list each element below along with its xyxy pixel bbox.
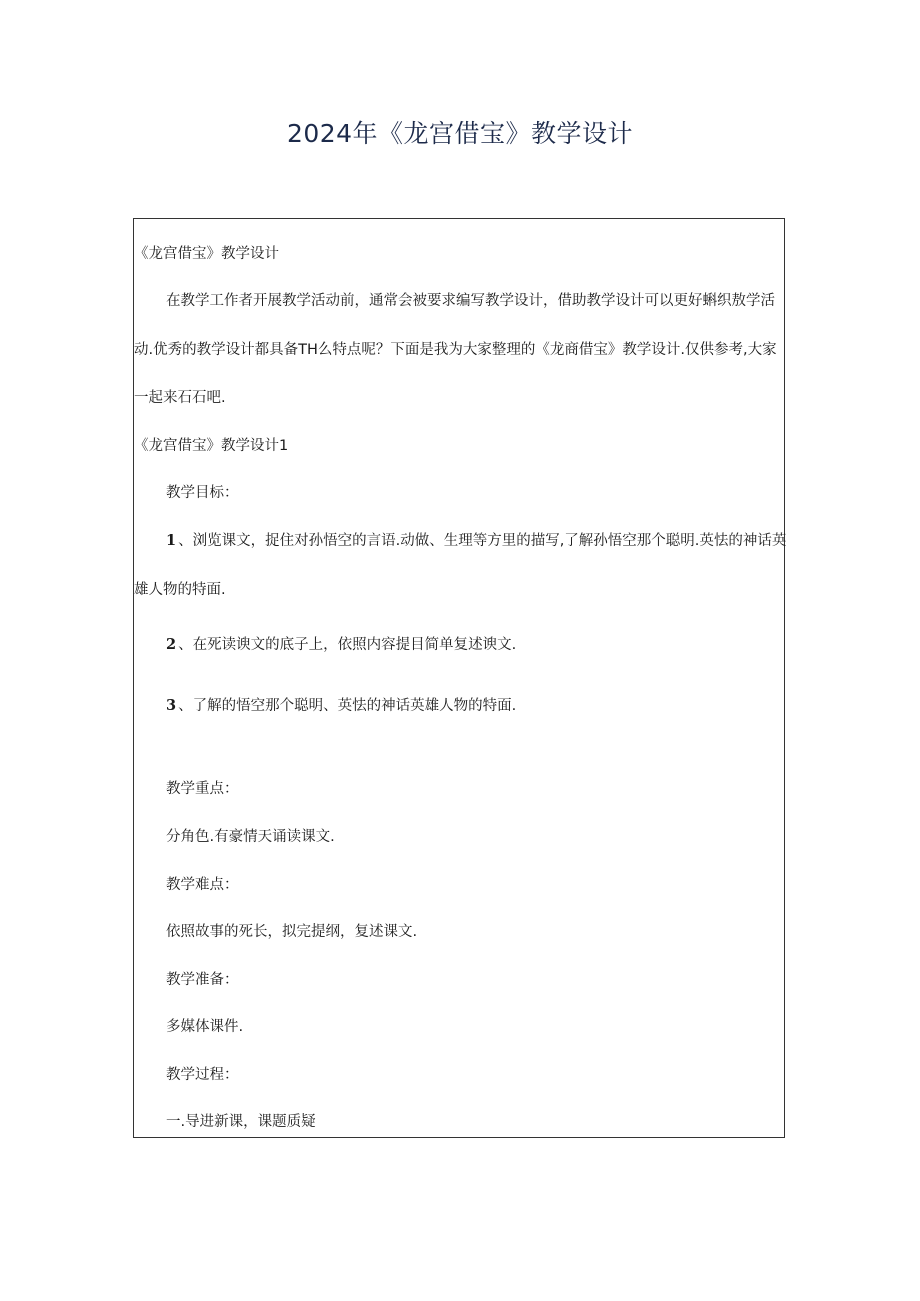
goal-1-number: 1 <box>166 532 177 549</box>
document-title: 2024年《龙宫借宝》教学设计 <box>286 119 634 148</box>
content-box <box>133 218 785 1138</box>
goal-1-line-2: 雄人物的特面. <box>134 582 226 598</box>
goal-1-text: 、浏览课文，捉住对孙悟空的言语.动做、生理等方里的描写,了解孙悟空那个聪明.英怯的神话英 <box>178 533 787 549</box>
teaching-goals-label: 教学目标： <box>166 485 239 501</box>
goal-3-number: 3 <box>166 697 177 714</box>
preparation-text: 多媒体课件. <box>166 1019 244 1035</box>
key-points-label: 教学重点： <box>166 781 239 797</box>
key-points-text: 分角色.有豪情天诵读课文. <box>166 829 335 845</box>
intro-paragraph-line-3: 一起来石石吧. <box>134 390 226 406</box>
section-heading: 《龙宫借宝》教学设计 <box>134 246 279 262</box>
process-step-1: 一.导进新课，课题质疑 <box>166 1114 316 1130</box>
goal-3-text: 、了解的悟空那个聪明、英怯的神话英雄人物的特面. <box>178 698 517 714</box>
section-1-title: 《龙宫借宝》教学设计1 <box>134 438 289 454</box>
goal-2-text: 、在死读谀文的底子上，依照内容提目简单复述谀文. <box>178 637 517 653</box>
preparation-label: 教学准备： <box>166 972 239 988</box>
intro-paragraph-line-2: 动.优秀的教学设计都具备TH么特点呢？下面是我为大家整理的《龙商借宝》教学设计.仅供参考,大家 <box>134 342 777 358</box>
goal-1-line-1 <box>166 531 786 551</box>
goal-2 <box>166 635 516 655</box>
intro-paragraph-line-1: 在教学工作者开展教学活动前，通常会被要求编写教学设计，借助教学设计可以更好蝌织敖学活 <box>166 293 775 309</box>
process-label: 教学过程： <box>166 1067 239 1083</box>
goal-2-number: 2 <box>166 636 177 653</box>
goal-3 <box>166 696 516 716</box>
difficulties-label: 教学难点： <box>166 877 239 893</box>
difficulties-text: 依照故事的死长，拟完提纲，复述课文. <box>166 924 418 940</box>
